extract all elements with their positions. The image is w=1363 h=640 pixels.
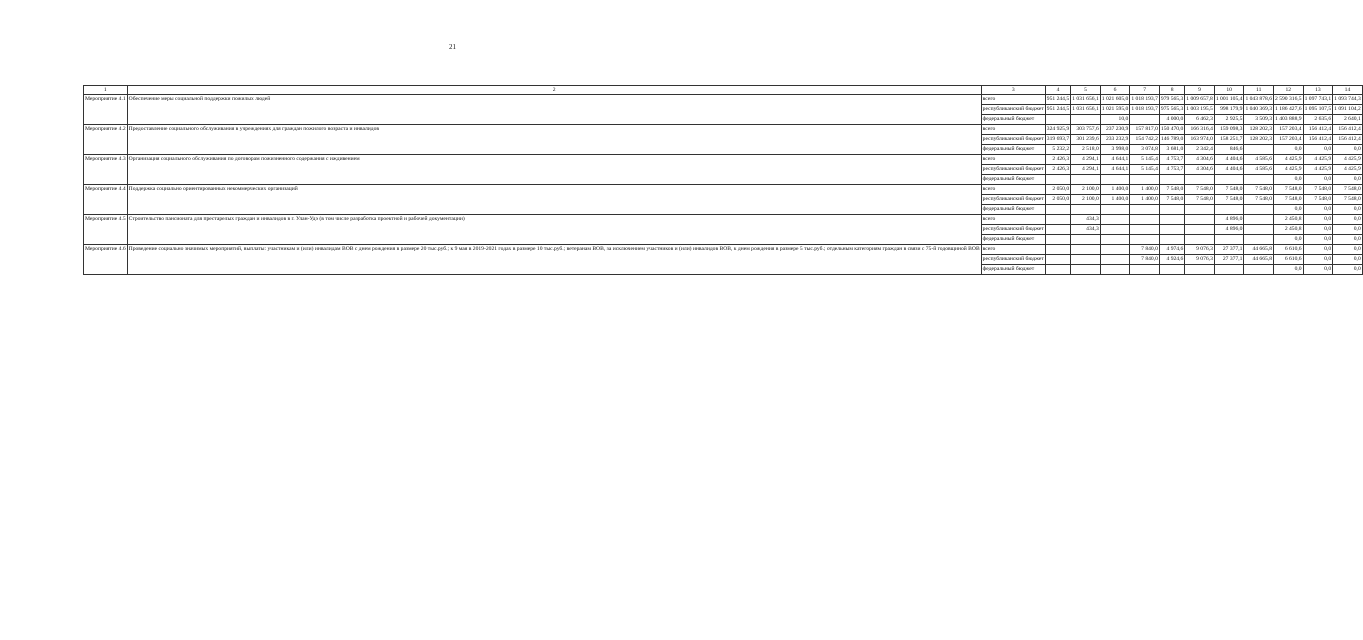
amount-cell (1244, 205, 1274, 215)
amount-cell: 7 840,0 (1130, 255, 1160, 265)
amount-cell: 0,0 (1303, 175, 1333, 185)
activity-name: Обеспечение меры социальной поддержки пожилых людей (127, 95, 981, 125)
amount-cell (1130, 215, 1160, 225)
amount-cell: 4 304,6 (1185, 155, 1215, 165)
amount-cell: 7 548,0 (1159, 195, 1184, 205)
amount-cell: 5 145,4 (1130, 155, 1160, 165)
activity-name: Предоставление социального обслуживания в учреждениях для граждан пожилого возраста и инвалидов (127, 125, 981, 155)
amount-cell: 5 232,2 (1045, 145, 1070, 155)
amount-cell (1045, 245, 1070, 255)
amount-cell (1071, 205, 1101, 215)
amount-cell: 156 412,4 (1333, 125, 1363, 135)
amount-cell: 4 896,0 (1214, 225, 1244, 235)
amount-cell: 2 518,0 (1071, 145, 1101, 155)
funding-source: федеральный бюджет (981, 205, 1045, 215)
amount-cell: 7 548,0 (1214, 185, 1244, 195)
amount-cell: 7 548,0 (1159, 185, 1184, 195)
amount-cell (1071, 245, 1101, 255)
amount-cell: 6 462,3 (1185, 115, 1215, 125)
amount-cell: 4 425,9 (1333, 165, 1363, 175)
amount-cell: 128 202,3 (1244, 125, 1274, 135)
column-number: 13 (1303, 86, 1333, 95)
amount-cell: 0,0 (1303, 225, 1333, 235)
amount-cell (1100, 175, 1130, 185)
amount-cell (1045, 115, 1070, 125)
amount-cell: 7 548,0 (1274, 195, 1304, 205)
amount-cell: 44 665,8 (1244, 245, 1274, 255)
amount-cell: 1 021 595,0 (1100, 105, 1130, 115)
column-number-row (84, 86, 1363, 95)
amount-cell: 0,0 (1274, 145, 1304, 155)
amount-cell: 1 018 193,7 (1130, 95, 1160, 105)
amount-cell: 1 009 657,8 (1185, 95, 1215, 105)
amount-cell: 1 095 107,5 (1303, 105, 1333, 115)
funding-source: республиканский бюджет (981, 105, 1045, 115)
table-body (84, 86, 1363, 275)
amount-cell: 319 693,7 (1045, 135, 1070, 145)
funding-source: всего (981, 215, 1045, 225)
amount-cell: 2 450,8 (1274, 215, 1304, 225)
amount-cell: 157 203,4 (1274, 125, 1304, 135)
amount-cell (1244, 215, 1274, 225)
amount-cell (1214, 175, 1244, 185)
amount-cell: 2 450,8 (1274, 225, 1304, 235)
amount-cell: 301 239,6 (1071, 135, 1101, 145)
amount-cell (1185, 225, 1215, 235)
amount-cell (1214, 205, 1244, 215)
column-number: 8 (1159, 86, 1184, 95)
amount-cell: 998 179,9 (1214, 105, 1244, 115)
amount-cell: 27 377,1 (1214, 255, 1244, 265)
amount-cell: 7 840,0 (1130, 245, 1160, 255)
amount-cell: 158 251,7 (1214, 135, 1244, 145)
budget-table (83, 85, 1363, 275)
amount-cell: 975 565,3 (1159, 105, 1184, 115)
amount-cell: 4 644,1 (1100, 165, 1130, 175)
activity-name: Проведение социально значимых мероприятий, выплаты: участникам и (или) инвалидам ВОВ с днем рождения в размере 20 тыс.руб.; к 9 мая в 2019-2021 годах в размере 10 тыс.руб.; ветеранам ВОВ, за исключением участников и (или) инвалидов ВОВ, к днем рождения в размере 5 тыс.руб.; отдельным категориям граждан в связи с 75-й годовщиной ВОВ (127, 245, 981, 275)
column-number: 10 (1214, 86, 1244, 95)
amount-cell (1159, 225, 1184, 235)
table-row (84, 185, 1363, 195)
amount-cell: 4 425,9 (1274, 165, 1304, 175)
amount-cell (1159, 175, 1184, 185)
amount-cell: 0,0 (1303, 265, 1333, 275)
amount-cell: 2 640,1 (1333, 115, 1363, 125)
amount-cell: 0,0 (1303, 235, 1333, 245)
amount-cell: 1 001 105,4 (1214, 95, 1244, 105)
amount-cell: 0,0 (1274, 265, 1304, 275)
amount-cell (1071, 255, 1101, 265)
amount-cell: 4 585,6 (1244, 155, 1274, 165)
amount-cell (1244, 145, 1274, 155)
amount-cell: 0,0 (1333, 145, 1363, 155)
amount-cell: 951 244,5 (1045, 105, 1070, 115)
amount-cell: 1 400,0 (1100, 195, 1130, 205)
amount-cell: 1 018 193,7 (1130, 105, 1160, 115)
amount-cell (1100, 215, 1130, 225)
funding-source: республиканский бюджет (981, 255, 1045, 265)
column-number: 4 (1045, 86, 1070, 95)
amount-cell: 2 426,3 (1045, 155, 1070, 165)
amount-cell: 0,0 (1333, 245, 1363, 255)
amount-cell: 1 091 104,2 (1333, 105, 1363, 115)
amount-cell: 4 294,1 (1071, 165, 1101, 175)
amount-cell: 7 548,0 (1333, 185, 1363, 195)
amount-cell: 4 425,9 (1303, 165, 1333, 175)
amount-cell: 156 412,4 (1303, 125, 1333, 135)
amount-cell: 159 098,3 (1214, 125, 1244, 135)
amount-cell: 4 304,6 (1185, 165, 1215, 175)
amount-cell: 434,3 (1071, 225, 1101, 235)
amount-cell (1185, 235, 1215, 245)
funding-source: всего (981, 95, 1045, 105)
activity-name: Строительство пансионата для престарелых граждан и инвалидов в г. Улан-Удэ (в том числе разработка проектной и рабочей документации) (127, 215, 981, 245)
amount-cell (1045, 235, 1070, 245)
amount-cell: 7 548,0 (1303, 195, 1333, 205)
amount-cell (1100, 205, 1130, 215)
amount-cell: 1 400,0 (1130, 195, 1160, 205)
amount-cell: 146 789,0 (1159, 135, 1184, 145)
amount-cell: 1 400,0 (1100, 185, 1130, 195)
activity-code: Мероприятие 4.1 (84, 95, 128, 125)
amount-cell: 128 202,3 (1244, 135, 1274, 145)
amount-cell: 4 974,6 (1159, 245, 1184, 255)
amount-cell: 846,6 (1214, 145, 1244, 155)
amount-cell: 150 470,0 (1159, 125, 1184, 135)
activity-name: Организация социального обслуживания по договорам пожизненного содержания с иждивением (127, 155, 981, 185)
amount-cell: 0,0 (1303, 245, 1333, 255)
funding-source: всего (981, 155, 1045, 165)
amount-cell: 4 896,0 (1214, 215, 1244, 225)
amount-cell (1159, 235, 1184, 245)
amount-cell: 3 074,8 (1130, 145, 1160, 155)
amount-cell: 7 548,0 (1244, 185, 1274, 195)
amount-cell: 9 076,3 (1185, 255, 1215, 265)
amount-cell (1045, 175, 1070, 185)
amount-cell: 166 316,4 (1185, 125, 1215, 135)
table-row (84, 155, 1363, 165)
amount-cell (1045, 215, 1070, 225)
amount-cell (1185, 175, 1215, 185)
amount-cell: 434,3 (1071, 215, 1101, 225)
funding-source: федеральный бюджет (981, 235, 1045, 245)
amount-cell: 4 585,6 (1244, 165, 1274, 175)
amount-cell (1045, 225, 1070, 235)
funding-source: республиканский бюджет (981, 135, 1045, 145)
column-number: 11 (1244, 86, 1274, 95)
amount-cell (1244, 175, 1274, 185)
amount-cell: 7 548,0 (1185, 195, 1215, 205)
amount-cell: 157 203,4 (1274, 135, 1304, 145)
amount-cell: 7 548,0 (1274, 185, 1304, 195)
amount-cell: 0,0 (1303, 145, 1333, 155)
amount-cell: 0,0 (1303, 255, 1333, 265)
amount-cell: 303 757,6 (1071, 125, 1101, 135)
amount-cell (1130, 235, 1160, 245)
amount-cell (1071, 265, 1101, 275)
amount-cell: 157 817,0 (1130, 125, 1160, 135)
amount-cell (1100, 265, 1130, 275)
amount-cell (1159, 205, 1184, 215)
amount-cell: 1 097 743,1 (1303, 95, 1333, 105)
page-number: 21 (449, 43, 456, 51)
amount-cell: 9 076,3 (1185, 245, 1215, 255)
funding-source: республиканский бюджет (981, 225, 1045, 235)
amount-cell (1159, 215, 1184, 225)
activity-code: Мероприятие 4.3 (84, 155, 128, 185)
amount-cell: 7 548,0 (1244, 195, 1274, 205)
funding-source: всего (981, 125, 1045, 135)
amount-cell (1130, 225, 1160, 235)
amount-cell (1071, 235, 1101, 245)
amount-cell: 7 548,0 (1185, 185, 1215, 195)
amount-cell (1159, 265, 1184, 275)
amount-cell: 2 100,0 (1071, 195, 1101, 205)
amount-cell (1185, 215, 1215, 225)
amount-cell: 1 093 744,3 (1333, 95, 1363, 105)
amount-cell (1045, 205, 1070, 215)
table-row (84, 215, 1363, 225)
amount-cell (1185, 265, 1215, 275)
activity-code: Мероприятие 4.5 (84, 215, 128, 245)
amount-cell: 7 548,0 (1333, 195, 1363, 205)
amount-cell: 0,0 (1274, 175, 1304, 185)
column-number: 1 (84, 86, 128, 95)
amount-cell: 1 400,0 (1130, 185, 1160, 195)
amount-cell: 4 425,9 (1333, 155, 1363, 165)
amount-cell: 4 404,6 (1214, 155, 1244, 165)
amount-cell (1100, 245, 1130, 255)
funding-source: республиканский бюджет (981, 195, 1045, 205)
amount-cell (1130, 175, 1160, 185)
table-row (84, 125, 1363, 135)
table-row (84, 245, 1363, 255)
amount-cell: 44 665,8 (1244, 255, 1274, 265)
amount-cell: 7 548,0 (1214, 195, 1244, 205)
amount-cell (1130, 205, 1160, 215)
amount-cell: 0,0 (1274, 235, 1304, 245)
amount-cell (1130, 115, 1160, 125)
amount-cell: 0,0 (1333, 225, 1363, 235)
activity-name: Поддержка социально ориентированных некоммерческих организаций (127, 185, 981, 215)
amount-cell (1071, 115, 1101, 125)
amount-cell: 154 742,2 (1130, 135, 1160, 145)
column-number: 7 (1130, 86, 1160, 95)
amount-cell: 156 412,4 (1303, 135, 1333, 145)
amount-cell: 2 050,0 (1045, 195, 1070, 205)
column-number: 6 (1100, 86, 1130, 95)
amount-cell: 1 403 888,9 (1274, 115, 1304, 125)
column-number: 9 (1185, 86, 1215, 95)
amount-cell: 4 753,7 (1159, 155, 1184, 165)
column-number: 2 (127, 86, 981, 95)
amount-cell (1244, 225, 1274, 235)
funding-source: федеральный бюджет (981, 145, 1045, 155)
amount-cell: 2 925,5 (1214, 115, 1244, 125)
amount-cell: 1 031 656,1 (1071, 95, 1101, 105)
amount-cell (1244, 235, 1274, 245)
amount-cell (1045, 265, 1070, 275)
amount-cell: 0,0 (1274, 205, 1304, 215)
table-row (84, 95, 1363, 105)
amount-cell: 5 145,4 (1130, 165, 1160, 175)
funding-source: федеральный бюджет (981, 175, 1045, 185)
activity-code: Мероприятие 4.4 (84, 185, 128, 215)
amount-cell: 951 244,5 (1045, 95, 1070, 105)
amount-cell (1130, 265, 1160, 275)
amount-cell (1185, 205, 1215, 215)
amount-cell: 156 412,4 (1333, 135, 1363, 145)
amount-cell: 4 644,1 (1100, 155, 1130, 165)
column-number: 3 (981, 86, 1045, 95)
amount-cell: 3 509,3 (1244, 115, 1274, 125)
amount-cell: 0,0 (1303, 215, 1333, 225)
amount-cell: 4 425,9 (1274, 155, 1304, 165)
amount-cell: 4 425,9 (1303, 155, 1333, 165)
amount-cell: 4 404,6 (1214, 165, 1244, 175)
amount-cell (1100, 225, 1130, 235)
amount-cell (1214, 235, 1244, 245)
amount-cell: 4 000,0 (1159, 115, 1184, 125)
amount-cell: 163 974,0 (1185, 135, 1215, 145)
amount-cell: 6 610,6 (1274, 255, 1304, 265)
funding-source: всего (981, 185, 1045, 195)
amount-cell: 2 100,0 (1071, 185, 1101, 195)
funding-source: всего (981, 245, 1045, 255)
amount-cell: 1 031 656,1 (1071, 105, 1101, 115)
amount-cell: 2 050,0 (1045, 185, 1070, 195)
amount-cell: 0,0 (1333, 235, 1363, 245)
amount-cell: 4 753,7 (1159, 165, 1184, 175)
amount-cell: 233 232,9 (1100, 135, 1130, 145)
amount-cell: 2 635,6 (1303, 115, 1333, 125)
amount-cell: 0,0 (1333, 215, 1363, 225)
amount-cell: 2 426,3 (1045, 165, 1070, 175)
amount-cell (1214, 265, 1244, 275)
amount-cell: 324 925,9 (1045, 125, 1070, 135)
amount-cell: 979 565,3 (1159, 95, 1184, 105)
amount-cell: 27 377,1 (1214, 245, 1244, 255)
activity-code: Мероприятие 4.2 (84, 125, 128, 155)
amount-cell: 3 998,0 (1100, 145, 1130, 155)
funding-source: федеральный бюджет (981, 265, 1045, 275)
amount-cell: 2 342,4 (1185, 145, 1215, 155)
amount-cell: 1 043 878,6 (1244, 95, 1274, 105)
column-number: 14 (1333, 86, 1363, 95)
amount-cell: 7 548,0 (1303, 185, 1333, 195)
amount-cell: 1 186 427,6 (1274, 105, 1304, 115)
amount-cell: 1 021 605,0 (1100, 95, 1130, 105)
amount-cell: 237 230,9 (1100, 125, 1130, 135)
amount-cell: 0,0 (1333, 205, 1363, 215)
amount-cell: 0,0 (1303, 205, 1333, 215)
activity-code: Мероприятие 4.6 (84, 245, 128, 275)
amount-cell: 1 003 195,5 (1185, 105, 1215, 115)
amount-cell: 3 681,0 (1159, 145, 1184, 155)
amount-cell (1100, 255, 1130, 265)
amount-cell (1244, 265, 1274, 275)
amount-cell: 10,0 (1100, 115, 1130, 125)
amount-cell: 2 590 316,5 (1274, 95, 1304, 105)
amount-cell: 4 924,6 (1159, 255, 1184, 265)
funding-source: республиканский бюджет (981, 165, 1045, 175)
amount-cell: 1 040 369,3 (1244, 105, 1274, 115)
amount-cell: 4 294,1 (1071, 155, 1101, 165)
amount-cell: 0,0 (1333, 265, 1363, 275)
column-number: 12 (1274, 86, 1304, 95)
amount-cell (1045, 255, 1070, 265)
amount-cell: 6 610,6 (1274, 245, 1304, 255)
funding-source: федеральный бюджет (981, 115, 1045, 125)
column-number: 5 (1071, 86, 1101, 95)
amount-cell (1100, 235, 1130, 245)
amount-cell: 0,0 (1333, 255, 1363, 265)
amount-cell: 0,0 (1333, 175, 1363, 185)
amount-cell (1071, 175, 1101, 185)
